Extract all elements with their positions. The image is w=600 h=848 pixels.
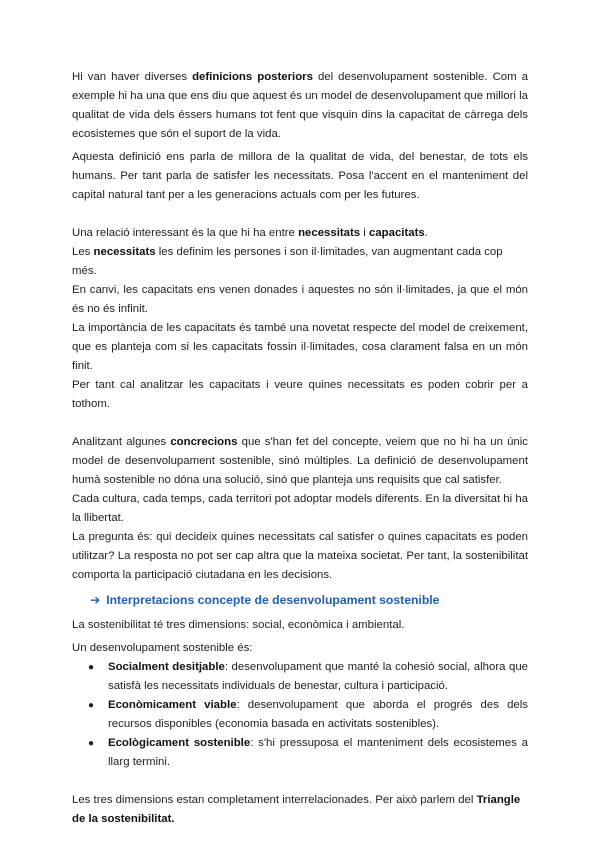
bullet-icon: ● [88,700,95,711]
text-run: Les tres dimensions estan completament interrelacionades. Per això parlem del [72,794,477,806]
list-item-ecological [72,734,528,772]
text-run: . [424,227,428,239]
text-run: Hi van haver diverses [72,71,193,83]
arrow-right-icon: ➔ [90,593,101,607]
bold-term: Ecològicament sostenible [108,737,251,749]
paragraph-dimensions: La sostenibilitat té tres dimensions: social, econòmica i ambiental. [72,619,405,631]
dimensions-list [72,658,528,772]
list-item-social [72,658,528,696]
bold-term: Socialment desitjable [108,661,225,673]
paragraph-list-intro: Un desenvolupament sostenible és: [72,642,253,654]
paragraph-culture: Cada cultura, cada temps, cada territori pot adoptar models diferents. En la diversitat hi ha la llibertat. [72,493,528,524]
text-run: que s'han fet del concepte, veiem que no hi ha un únic model de desenvolupament sostenible, sinó múltiples. La definició de desenvolupament humà sostenible no dóna una solució, sinó que planteja uns requisits que cal satisfer. [72,436,528,486]
list-item-economic [72,696,528,734]
bold-term: necessitats [93,246,156,258]
text-run: : desenvolupament que aborda el progrés des dels recursos disponibles (economia basada en activitats sostenibles). [108,699,528,730]
section-heading-title: Interpretacions concepte de desenvolupament sostenible [106,593,440,607]
bold-term: capacitats [369,227,425,239]
paragraph-capacities: En canvi, les capacitats ens venen donades i aquestes no són il·limitades, ja que el món és no és infinit. [72,284,528,315]
text-run: Les [72,246,94,258]
document-body [72,68,528,829]
text-run: les definim les persones i son il·limitades, van augmentant cada cop més. [72,246,503,277]
paragraph-triangle [72,791,528,829]
paragraph-definitions [72,68,528,144]
bold-term: definicions posteriors [192,71,313,83]
text-run: del desenvolupament sostenible. Com a exemple hi ha una que ens diu que aquest és un model de desenvolupament que millori la qualitat de vida dels éssers humans tot fent que visquin dins la capacitat de càrrega dels ecosistemes que són el suport de la vida. [72,71,528,140]
bold-term: concrecions [170,436,238,448]
paragraph-concretions [72,433,528,490]
bullet-icon: ● [88,738,95,749]
text-run: Analitzant algunes [72,436,171,448]
bold-term: necessitats [298,227,361,239]
text-run: : s'hi pressuposa el manteniment dels ecosistemes a llarg termini. [108,737,528,768]
paragraph-question: La pregunta és: qui decideix quines necessitats cal satisfer o quines capacitats es poden utilitzar? La resposta no pot ser cap altra que la mateixa societat. Per tant, la sostenibilitat comporta la participació ciutadana en les decisions. [72,531,528,581]
bold-term: Econòmicament viable [108,699,237,711]
paragraph-relation [72,224,528,243]
paragraph-analyze: Per tant cal analitzar les capacitats i veure quines necessitats es poden cobrir per a tothom. [72,379,528,410]
paragraph-quality-of-life: Aquesta definició ens parla de millora de la qualitat de vida, del benestar, de tots els humans. Per tant parla de satisfer les necessitats. Posa l'accent en el manteniment del capital natural tant per a les generacions actuals com per les futures. [72,151,528,201]
section-heading [90,591,528,610]
bullet-icon: ● [88,662,95,673]
bold-term: Triangle de la sostenibilitat. [72,794,521,825]
text-run: i [360,227,369,239]
paragraph-importance: La importància de les capacitats és també una novetat respecte del model de creixement, que es planteja com si les capacitats fossin il·limitades, cosa clarament falsa en un món finit. [72,322,528,372]
paragraph-needs [72,243,528,281]
text-run: : desenvolupament que manté la cohesió social, alhora que satisfà les necessitats individuals de benestar, cultura i participació. [108,661,528,692]
text-run: Una relació interessant és la que hi ha entre [72,227,299,239]
